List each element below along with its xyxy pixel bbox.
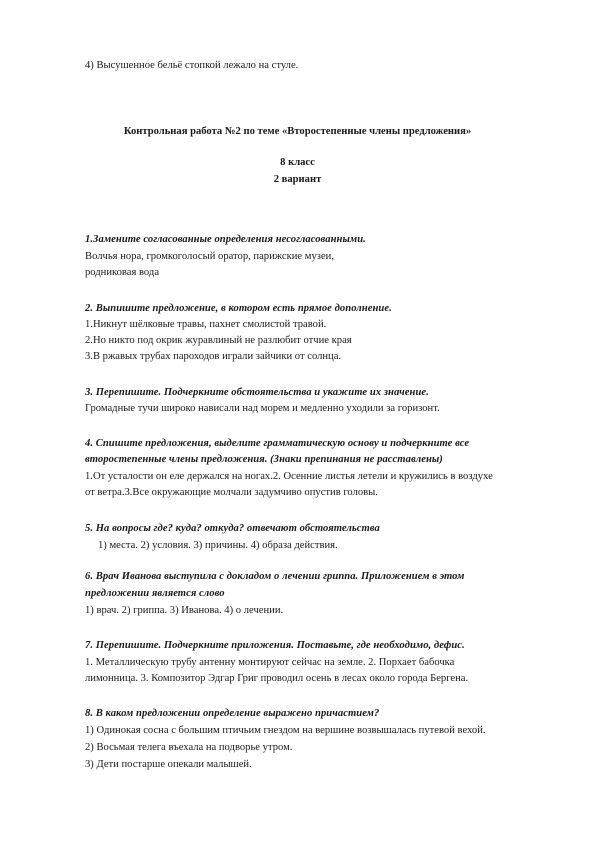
- task-7-line-1: 1. Металлическую трубу антенну монтируют сейчас на земле. 2. Порхает бабочка: [85, 657, 455, 668]
- task-4-question-line-1: 4. Спишите предложения, выделите грамматическую основу и подчеркните все: [85, 438, 470, 449]
- task-5-line-1: 1) места. 2) условия. 3) причины. 4) образа действия.: [98, 540, 338, 551]
- task-8-question: 8. В каком предложении определение выражено причастием?: [85, 708, 380, 719]
- document-title: Контрольная работа №2 по теме «Второстепенные члены предложения»: [123, 126, 472, 137]
- task-2-line-2: 2.Но никто под окрик журавлиный не разлюбит отчие края: [85, 335, 352, 346]
- task-2-line-3: 3.В ржавых трубах пароходов играли зайчики от солнца.: [85, 351, 342, 362]
- task-1-line-2: родниковая вода: [85, 267, 160, 278]
- task-1-line-1: Волчья нора, громкоголосый оратор, парижские музеи,: [85, 251, 334, 262]
- variant-label: 2 вариант: [273, 174, 322, 185]
- task-8-line-3: 3) Дети постарше опекали малышей.: [85, 759, 252, 770]
- task-7-question: 7. Перепишите. Подчеркните приложения. Поставьте, где необходимо, дефис.: [85, 640, 465, 651]
- task-3-question: 3. Перепишите. Подчеркните обстоятельства и укажите их значение.: [85, 387, 429, 398]
- task-6-question-line-1: 6. Врач Иванова выступила с докладом о лечении гриппа. Приложением в этом: [85, 571, 465, 582]
- grade-label: 8 класс: [280, 157, 315, 168]
- task-5-question: 5. На вопросы где? куда? откуда? отвечают обстоятельства: [85, 523, 380, 534]
- task-4-line-2: от ветра.3.Все окружающие молчали задумчиво опустив головы.: [85, 487, 378, 498]
- previous-answer-line: 4) Высушенное бельё стопкой лежало на стуле.: [85, 60, 299, 71]
- task-2-line-1: 1.Никнут шёлковые травы, пахнет смолистой травой.: [85, 319, 327, 330]
- task-6-line-1: 1) врач. 2) гриппа. 3) Иванова. 4) о лечении.: [85, 605, 284, 616]
- task-6-question-line-2: предложении является слово: [85, 588, 225, 599]
- task-8-line-1: 1) Одинокая сосна с большим птичьим гнездом на вершине возвышалась путевой вехой.: [85, 725, 486, 736]
- task-2-question: 2. Выпишите предложение, в котором есть прямое дополнение.: [85, 303, 392, 314]
- task-8-line-2: 2) Восьмая телега въехала на подворье утром.: [85, 742, 293, 753]
- task-1-question: 1.Замените согласованные определения несогласованными.: [85, 234, 366, 245]
- task-4-question-line-2: второстепенные члены предложения. (Знаки препинания не расставлены): [85, 454, 443, 465]
- task-3-line-1: Громадные тучи широко нависали над морем и медленно уходили за горизонт.: [85, 403, 440, 414]
- task-7-line-2: лимонница. 3. Композитор Эдгар Григ проводил осень в лесах около города Бергена.: [85, 673, 469, 684]
- task-4-line-1: 1.От усталости он еле держался на ногах.2. Осенние листья летели и кружились в воздухе: [85, 471, 493, 482]
